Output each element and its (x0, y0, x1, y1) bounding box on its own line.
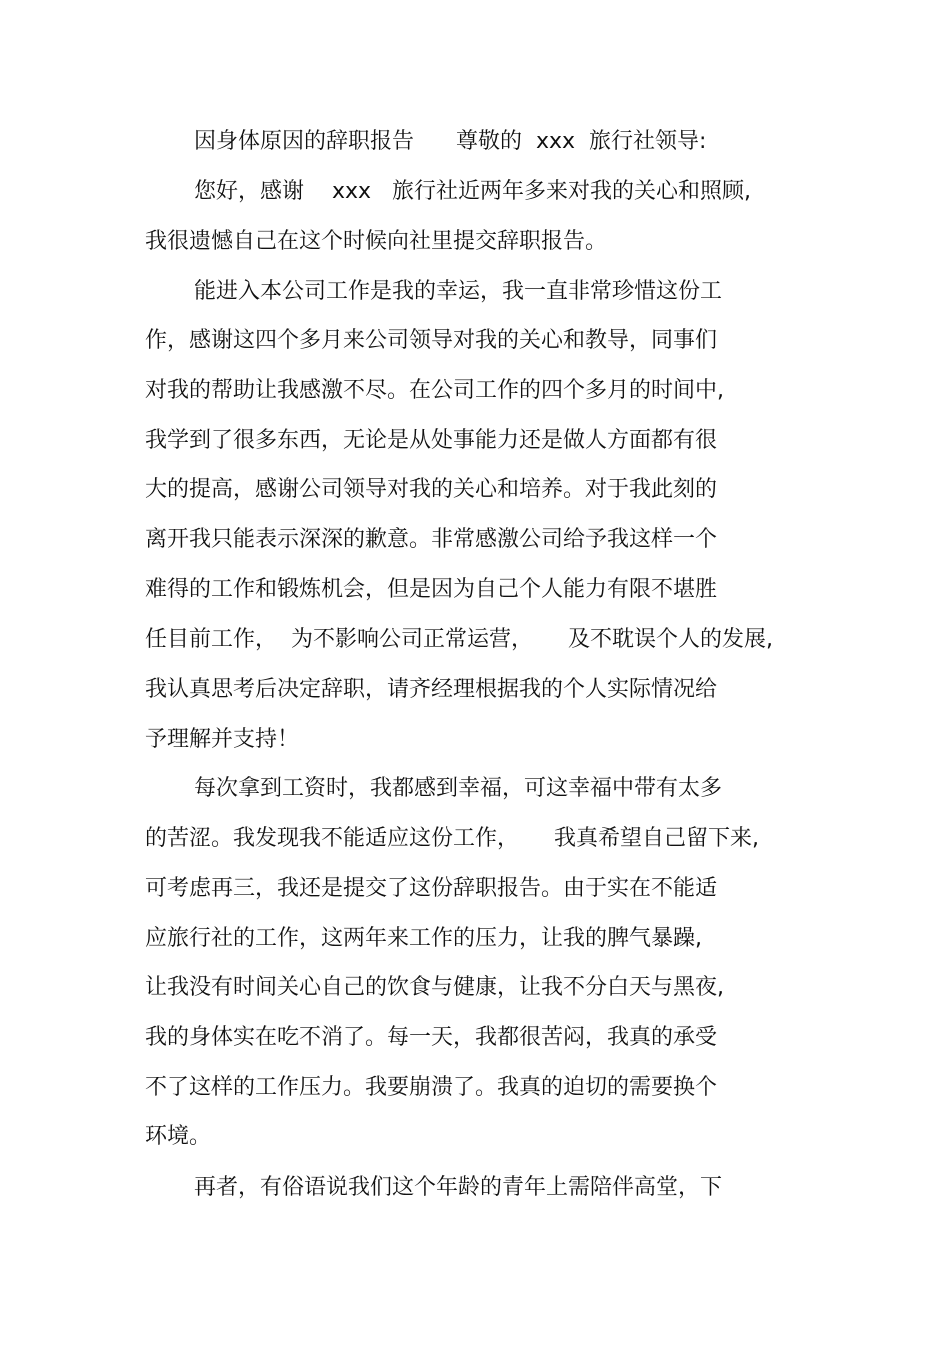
text-line: 因身体原因的辞职报告 尊敬的 xxx 旅行社领导: (194, 129, 707, 154)
text-line: 再者，有俗语说我们这个年龄的青年上需陪伴高堂，下 (194, 1175, 723, 1200)
text-line: 对我的帮助让我感激不尽。在公司工作的四个多月的时间中, (145, 378, 724, 403)
text-line: 我学到了很多东西，无论是从处事能力还是做人方面都有很 (145, 428, 718, 453)
text-line: 大的提高，感谢公司领导对我的关心和培养。对于我此刻的 (145, 477, 718, 502)
text-line: 予理解并支持！ (145, 727, 300, 752)
text-line: 应旅行社的工作，这两年来工作的压力，让我的脾气暴躁, (145, 926, 702, 951)
text-line: 的苦涩。我发现我不能适应这份工作， 我真希望自己留下来, (145, 826, 759, 851)
text-line: 您好，感谢 xxx 旅行社近两年多来对我的关心和照顾, (194, 179, 752, 204)
text-line: 我很遗憾自己在这个时候向社里提交辞职报告。 (145, 229, 608, 254)
text-line: 可考虑再三，我还是提交了这份辞职报告。由于实在不能适 (145, 876, 718, 901)
text-line: 每次拿到工资时，我都感到幸福，可这幸福中带有太多 (194, 776, 723, 801)
text-line: 能进入本公司工作是我的幸运，我一直非常珍惜这份工 (194, 279, 723, 304)
text-line: 难得的工作和锻炼机会，但是因为自己个人能力有限不堪胜 (145, 577, 718, 602)
text-line: 环境。 (145, 1124, 212, 1149)
text-line: 作，感谢这四个多月来公司领导对我的关心和教导，同事们 (145, 328, 718, 353)
text-line: 任目前工作， 为不影响公司正常运营， 及不耽误个人的发展, (145, 627, 773, 652)
text-line: 不了这样的工作压力。我要崩溃了。我真的迫切的需要换个 (145, 1075, 718, 1100)
text-line: 让我没有时间关心自己的饮食与健康，让我不分白天与黑夜, (145, 975, 724, 1000)
text-line: 我认真思考后决定辞职，请齐经理根据我的个人实际情况给 (145, 677, 718, 702)
text-line: 离开我只能表示深深的歉意。非常感激公司给予我这样一个 (145, 527, 718, 552)
text-line: 我的身体实在吃不消了。每一天，我都很苦闷，我真的承受 (145, 1025, 718, 1050)
